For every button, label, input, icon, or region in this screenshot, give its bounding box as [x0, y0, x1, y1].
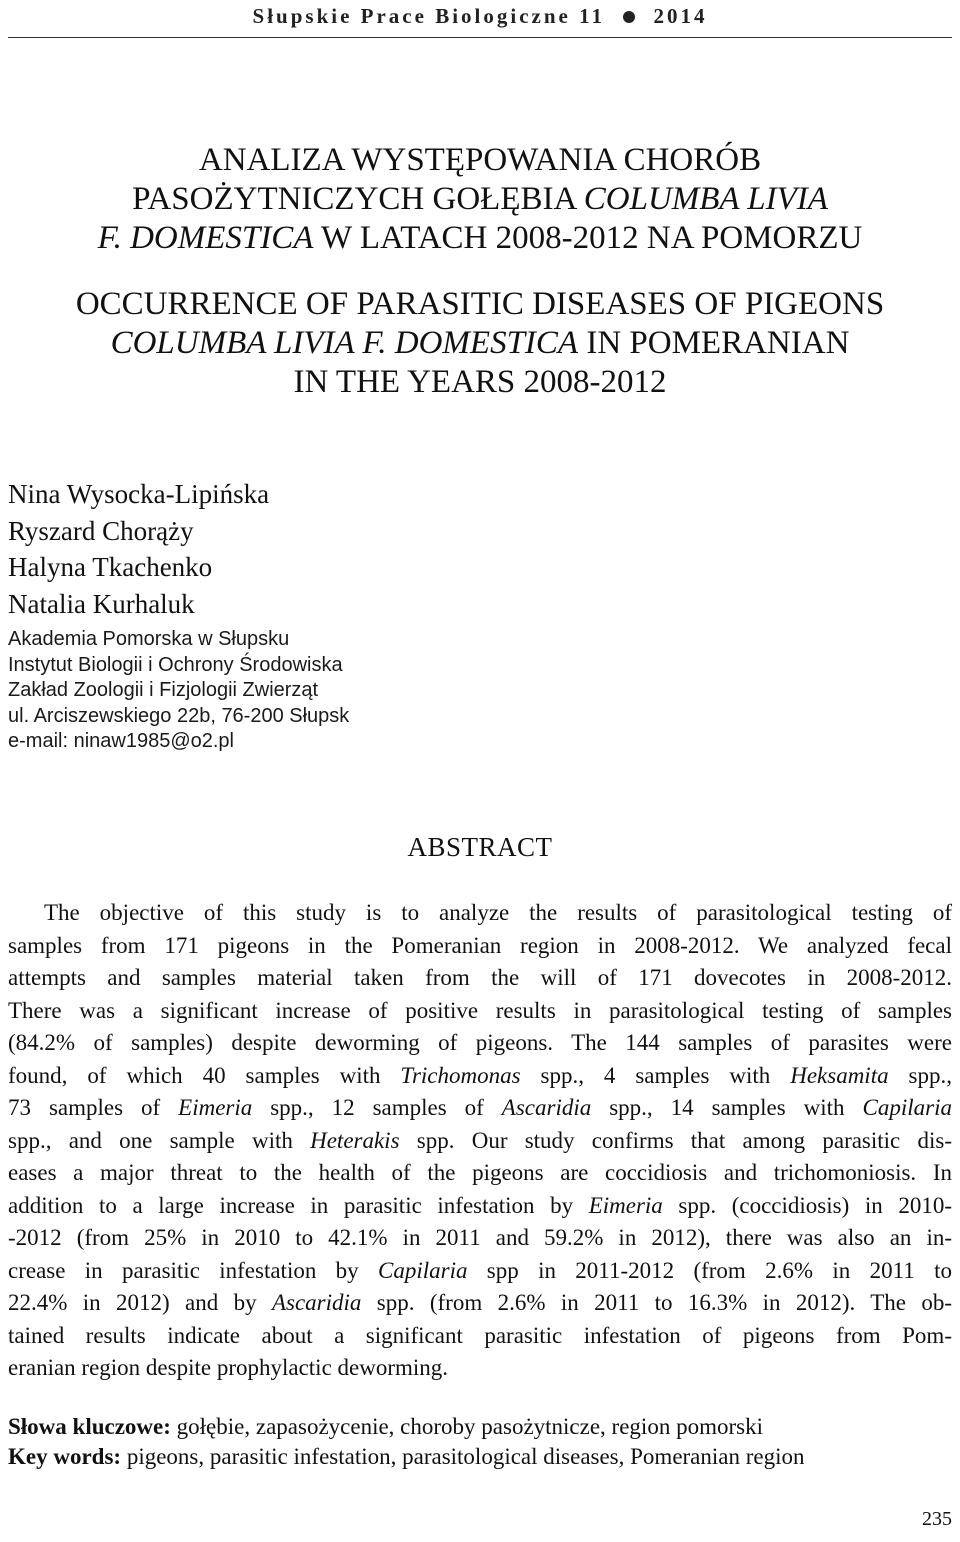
text-run: spp. Our study confirms that among parasitic dis-: [399, 1127, 953, 1153]
affiliation-address: ul. Arciszewskiego 22b, 76-200 Słupsk: [8, 704, 350, 727]
header-rule: [8, 37, 952, 38]
title-line: [8, 141, 952, 180]
italic-text: Capilaria: [378, 1257, 468, 1283]
italic-text: Capilaria: [862, 1095, 952, 1120]
italic-text: Heksamita: [790, 1062, 889, 1088]
text-run: spp.,: [888, 1062, 952, 1088]
italic-text: Eimeria: [588, 1192, 663, 1218]
abstract-line: [8, 1287, 952, 1320]
text-run: OCCURRENCE OF PARASITIC DISEASES OF PIGEONS: [75, 286, 885, 322]
keywords-polish: [8, 1412, 952, 1442]
italic-text: Eimeria: [178, 1095, 253, 1120]
italic-text: Heterakis: [310, 1127, 400, 1153]
text-run: spp., and one sample with: [8, 1127, 311, 1153]
author-name: Nina Wysocka-Lipińska: [8, 479, 270, 509]
abstract-line: [8, 1125, 952, 1158]
journal-name: Słupskie Prace Biologiczne: [252, 4, 571, 28]
affiliation-email: e-mail: ninaw1985@o2.pl: [8, 730, 234, 752]
text-run: tained results indicate about a significant parasitic infestation of pigeons from Pom-: [8, 1322, 952, 1348]
title-line: [8, 324, 952, 363]
running-head: [8, 4, 952, 29]
text-run: PASOŻYTNICZYCH GOŁĘBIA: [132, 181, 584, 217]
abstract-line: [8, 1092, 952, 1125]
keywords-english-label: Key words:: [8, 1444, 122, 1469]
abstract-line: [8, 930, 952, 963]
text-run: IN THE YEARS 2008-2012: [293, 364, 667, 400]
keywords-english-text: pigeons, parasitic infestation, parasitological diseases, Pomeranian region: [121, 1444, 805, 1469]
text-run: 73 samples of: [8, 1095, 179, 1120]
author-name: Ryszard Chorąży: [8, 515, 194, 546]
keywords-polish-text: gołębie, zapasożycenie, choroby pasożytnicze, region pomorski: [170, 1414, 763, 1439]
abstract-heading: ABSTRACT: [407, 832, 553, 862]
text-run: (84.2% of samples) despite deworming of pigeons. The 144 samples of parasites were: [8, 1030, 952, 1055]
text-run: spp., 14 samples with: [591, 1095, 863, 1120]
text-run: The objective of this study is to analyze the results of parasitological testing of: [44, 900, 952, 925]
text-run: spp., 4 samples with: [520, 1062, 791, 1088]
text-run: spp., 12 samples of: [252, 1095, 502, 1120]
text-run: ANALIZA WYSTĘPOWANIA CHORÓB: [198, 142, 762, 178]
italic-text: COLUMBA LIVIA F. DOMESTICA: [110, 325, 579, 361]
text-run: W LATACH 2008-2012 NA POMORZU: [313, 220, 863, 256]
text-run: found, of which 40 samples with: [8, 1062, 401, 1088]
italic-text: COLUMBA LIVIA: [583, 181, 828, 217]
italic-text: Ascaridia: [271, 1290, 362, 1315]
title-line: [8, 285, 952, 324]
abstract-line: [8, 995, 952, 1028]
abstract-line: [8, 1255, 952, 1288]
abstract-line: [8, 962, 952, 995]
page-number: 235: [922, 1508, 952, 1530]
bullet-icon: [623, 11, 635, 23]
text-run: -2012 (from 25% in 2010 to 42.1% in 2011 and 59.2% in 2012), there was also an in-: [8, 1225, 952, 1250]
text-run: IN POMERANIAN: [578, 325, 850, 361]
text-run: 22.4% in 2012) and by: [8, 1290, 272, 1315]
affiliation-university: Akademia Pomorska w Słupsku: [8, 628, 290, 650]
abstract-line: [8, 1320, 952, 1353]
author-list: [8, 476, 269, 622]
text-run: crease in parasitic infestation by: [8, 1257, 378, 1283]
text-run: samples from 171 pigeons in the Pomeranian region in 2008-2012. We analyzed fecal: [8, 932, 952, 958]
title-line: [8, 180, 952, 219]
text-run: addition to a large increase in parasitic infestation by: [8, 1192, 589, 1218]
journal-volume: 11: [579, 4, 605, 28]
abstract-line: [8, 1027, 952, 1060]
abstract-line: [8, 1222, 952, 1255]
title-line: [8, 219, 952, 258]
abstract-line: [8, 1352, 952, 1385]
text-run: eases a major threat to the health of the pigeons are coccidiosis and trichomoniosis. In: [8, 1160, 952, 1185]
affiliation: [8, 627, 349, 755]
title-line: [8, 363, 952, 402]
title-english: [8, 285, 952, 402]
italic-text: F. DOMESTICA: [97, 220, 314, 256]
text-run: There was a significant increase of positive results in parasitological testing of samples: [8, 997, 952, 1023]
abstract-line: [8, 1060, 952, 1093]
affiliation-department: Zakład Zoologii i Fizjologii Zwierząt: [8, 679, 319, 701]
title-polish: [8, 141, 952, 258]
text-run: eranian region despite prophylactic deworming.: [8, 1355, 449, 1380]
abstract-line: [8, 897, 952, 930]
text-run: spp. (coccidiosis) in 2010-: [662, 1192, 953, 1218]
keywords-polish-label: Słowa kluczowe:: [8, 1414, 171, 1439]
author-name: Natalia Kurhaluk: [8, 588, 195, 619]
abstract-body: [8, 897, 952, 1385]
abstract-line: [8, 1190, 952, 1223]
text-run: attempts and samples material taken from the will of 171 dovecotes in 2008-2012.: [8, 965, 952, 990]
affiliation-institute: Instytut Biologii i Ochrony Środowiska: [8, 653, 343, 676]
italic-text: Trichomonas: [400, 1062, 521, 1088]
text-run: spp. (from 2.6% in 2011 to 16.3% in 2012). The ob-: [361, 1290, 952, 1315]
journal-year: 2014: [653, 4, 708, 28]
abstract-line: [8, 1157, 952, 1190]
author-name: Halyna Tkachenko: [8, 552, 213, 582]
keywords-english: [8, 1442, 952, 1472]
text-run: spp in 2011-2012 (from 2.6% in 2011 to: [467, 1257, 952, 1283]
italic-text: Ascaridia: [501, 1095, 592, 1120]
